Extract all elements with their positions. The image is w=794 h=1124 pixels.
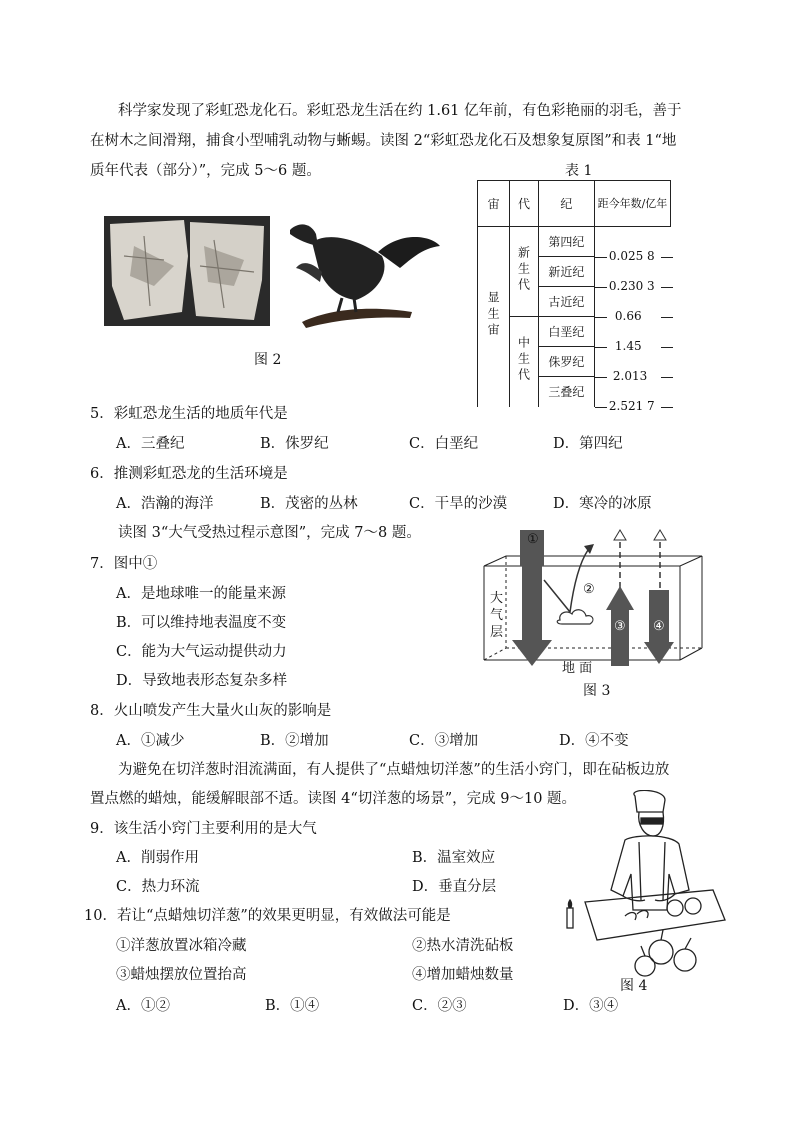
- q10-item-2: ②热水清洗砧板: [412, 938, 514, 954]
- q10-stem: 10．若让“点蜡烛切洋葱”的效果更明显，有效做法可能是: [84, 908, 451, 924]
- intro1-line1: 科学家发现了彩虹恐龙化石。彩虹恐龙生活在约 1.61 亿年前，有色彩艳丽的羽毛，善于: [118, 103, 682, 119]
- table1: [477, 180, 671, 413]
- q10-option-b: B．①④: [265, 998, 320, 1014]
- dinosaur-image: [282, 212, 442, 332]
- table1-age: 2.521 7: [608, 399, 655, 413]
- fig3-ground-label: 地 面: [562, 661, 593, 676]
- q6-stem: 6．推测彩虹恐龙的生活环境是: [90, 466, 288, 482]
- q8-option-b: B．②增加: [260, 733, 329, 749]
- q5-option-b: B．侏罗纪: [260, 436, 329, 452]
- intro3-line1: 为避免在切洋葱时泪流满面，有人提供了“点蜡烛切洋葱”的生活小窍门，即在砧板边放: [118, 762, 670, 778]
- table1-age: 0.230 3: [608, 279, 655, 293]
- intro2: 读图 3“大气受热过程示意图”，完成 7～8 题。: [118, 525, 421, 541]
- q6-option-c: C．干旱的沙漠: [409, 496, 508, 512]
- q5-option-a: A．三叠纪: [116, 436, 185, 452]
- q9-option-a: A．削弱作用: [116, 850, 199, 866]
- fig3-atmosphere-label: 大气层: [490, 591, 504, 640]
- q6-option-d: D．寒冷的冰原: [553, 496, 652, 512]
- table1-age: 0.66: [614, 309, 642, 323]
- intro1-line2: 在树木之间滑翔，捕食小型哺乳动物与蜥蜴。读图 2“彩虹恐龙化石及想象复原图”和表 1“地: [90, 133, 677, 149]
- q9-option-b: B．温室效应: [412, 850, 496, 866]
- q8-option-a: A．①减少: [116, 733, 185, 749]
- table1-period: 白垩纪: [538, 317, 594, 347]
- fig3-label-2: ②: [583, 582, 595, 597]
- intro1-line3: 质年代表（部分）”，完成 5～6 题。: [90, 163, 321, 179]
- q8-option-c: C．③增加: [409, 733, 479, 749]
- fig3-diagram: [480, 528, 710, 678]
- table1-header-eon: 宙: [478, 181, 510, 227]
- q5-option-d: D．第四纪: [553, 436, 623, 452]
- table1-age: 0.025 8: [608, 249, 655, 263]
- q7-option-d: D．导致地表形态复杂多样: [116, 673, 288, 689]
- q7-stem: 7．图中①: [90, 556, 158, 572]
- fig3-label-4: ④: [653, 619, 665, 634]
- table1-period: 三叠纪: [538, 377, 594, 407]
- q10-option-c: C．②③: [412, 998, 467, 1014]
- q10-item-4: ④增加蜡烛数量: [412, 967, 514, 983]
- table1-period: 侏罗纪: [538, 347, 594, 377]
- fig3-caption: 图 3: [583, 683, 611, 699]
- table1-header-period: 纪: [538, 181, 594, 227]
- q5-stem: 5．彩虹恐龙生活的地质年代是: [90, 406, 288, 422]
- fig4-illustration: [565, 790, 730, 980]
- table1-period: 第四纪: [538, 227, 594, 257]
- table1-period: 新近纪: [538, 257, 594, 287]
- q9-option-d: D．垂直分层: [412, 879, 497, 895]
- q6-option-a: A．浩瀚的海洋: [116, 496, 214, 512]
- fig2-caption: 图 2: [254, 352, 282, 368]
- q10-item-3: ③蜡烛摆放位置抬高: [116, 967, 247, 983]
- q7-option-c: C．能为大气运动提供动力: [116, 644, 287, 660]
- q6-option-b: B．茂密的丛林: [260, 496, 358, 512]
- fig3-label-1: ①: [527, 532, 539, 547]
- q7-option-a: A．是地球唯一的能量来源: [116, 586, 286, 602]
- q8-stem: 8．火山喷发产生大量火山灰的影响是: [90, 703, 332, 719]
- table1-age: 2.013: [612, 369, 648, 383]
- table1-eon: 显生宙: [486, 291, 501, 340]
- q7-option-b: B．可以维持地表温度不变: [116, 615, 287, 631]
- fig3-label-3: ③: [614, 619, 626, 634]
- q9-stem: 9．该生活小窍门主要利用的是大气: [90, 821, 317, 837]
- q10-option-a: A．①②: [116, 998, 170, 1014]
- q5-option-c: C．白垩纪: [409, 436, 479, 452]
- table1-era-mesozoic: 中生代: [516, 336, 531, 385]
- table1-era-cenozoic: 新生代: [516, 246, 531, 294]
- intro3-line2: 置点燃的蜡烛，能缓解眼部不适。读图 4“切洋葱的场景”，完成 9～10 题。: [90, 791, 577, 807]
- q9-option-c: C．热力环流: [116, 879, 200, 895]
- table1-age: 1.45: [614, 339, 642, 353]
- fossil-image: [104, 216, 270, 326]
- q10-item-1: ①洋葱放置冰箱冷藏: [116, 938, 247, 954]
- table1-period: 古近纪: [538, 287, 594, 317]
- table1-header-age: 距今年数/亿年: [594, 181, 670, 227]
- q8-option-d: D．④不变: [559, 733, 629, 749]
- q10-option-d: D．③④: [563, 998, 619, 1014]
- table1-title: 表 1: [565, 163, 593, 179]
- fig4-caption: 图 4: [620, 978, 648, 994]
- table1-header-era: 代: [510, 181, 538, 227]
